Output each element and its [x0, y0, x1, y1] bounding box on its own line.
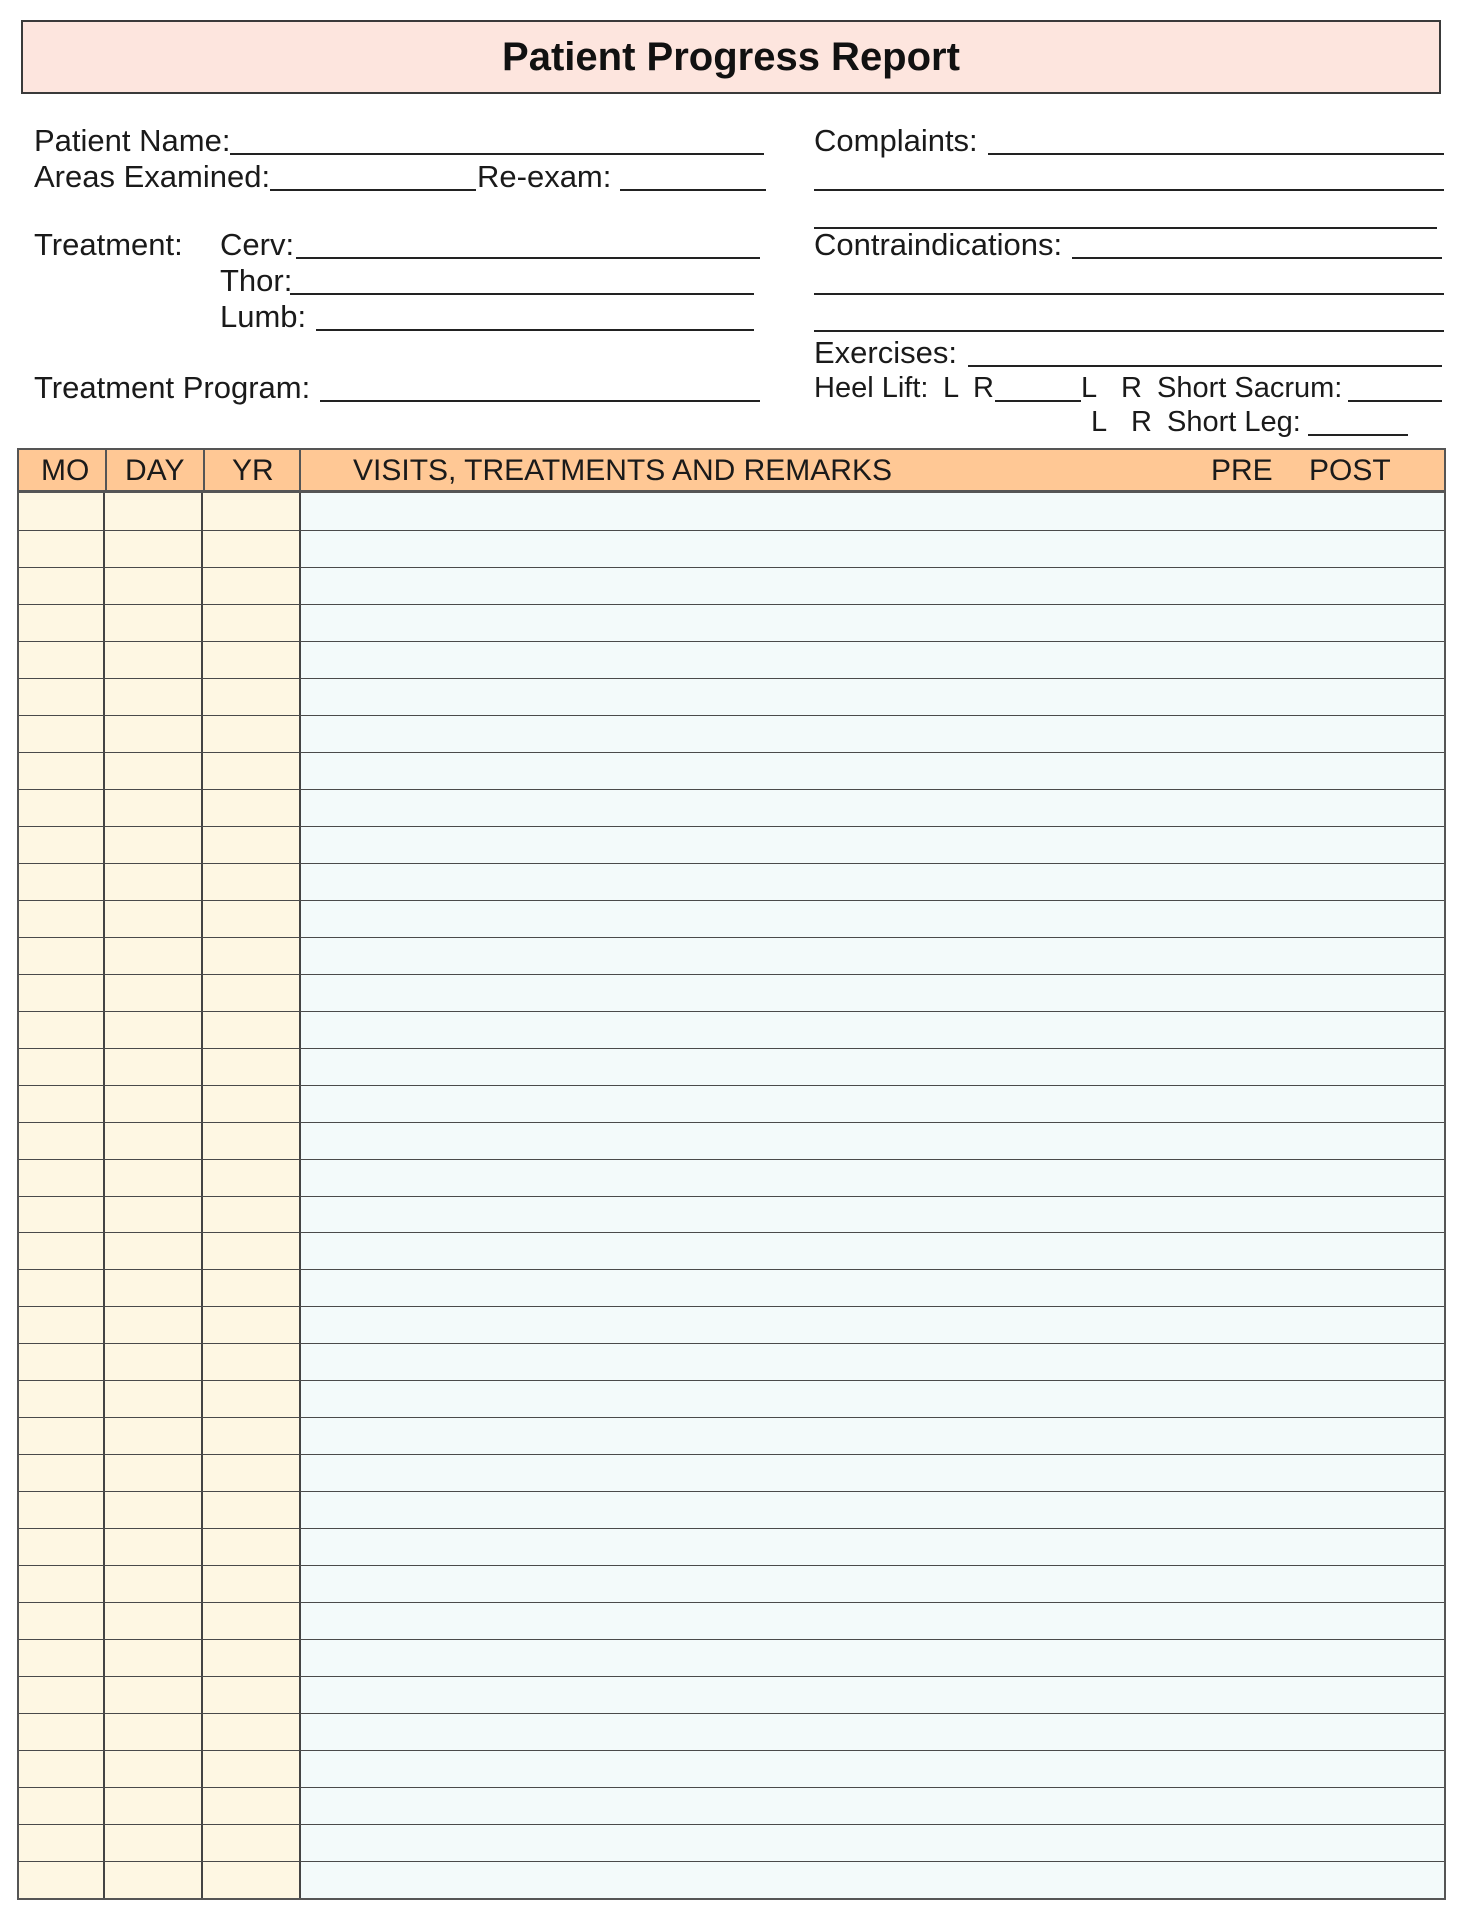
- table-row[interactable]: [19, 1196, 1444, 1197]
- exercises-field[interactable]: [968, 365, 1442, 367]
- table-row[interactable]: [19, 1306, 1444, 1307]
- exercises-label: Exercises:: [814, 335, 957, 370]
- table-row[interactable]: [19, 1602, 1444, 1603]
- treatment-program-field[interactable]: [320, 400, 760, 402]
- page-title: Patient Progress Report: [21, 20, 1441, 94]
- table-row[interactable]: [19, 1085, 1444, 1086]
- header-yr: YR: [232, 454, 274, 487]
- header-divider: [203, 450, 205, 490]
- table-row[interactable]: [19, 1787, 1444, 1788]
- table-row[interactable]: [19, 1861, 1444, 1862]
- contraindications-label: Contraindications:: [814, 227, 1063, 262]
- sacrum-r-option[interactable]: R: [1121, 372, 1142, 404]
- thor-field[interactable]: [290, 293, 754, 295]
- short-leg-field[interactable]: [1308, 434, 1408, 436]
- header-day: DAY: [125, 454, 185, 487]
- table-row[interactable]: [19, 678, 1444, 679]
- header-divider: [299, 450, 301, 490]
- table-row[interactable]: [19, 1343, 1444, 1344]
- table-row[interactable]: [19, 900, 1444, 901]
- complaints-field[interactable]: [988, 153, 1444, 155]
- table-row[interactable]: [19, 1713, 1444, 1714]
- table-row[interactable]: [19, 1048, 1444, 1049]
- table-row[interactable]: [19, 1011, 1444, 1012]
- table-row[interactable]: [19, 1417, 1444, 1418]
- heel-lift-r-option[interactable]: R: [973, 372, 994, 404]
- table-row[interactable]: [19, 1750, 1444, 1751]
- table-row[interactable]: [19, 1380, 1444, 1381]
- short-sacrum-field[interactable]: [1348, 400, 1442, 402]
- treatment-program-label: Treatment Program:: [34, 370, 311, 405]
- table-row[interactable]: [19, 1565, 1444, 1566]
- header-divider: [105, 450, 107, 490]
- sacrum-l-option[interactable]: L: [1081, 372, 1098, 404]
- heel-lift-field[interactable]: [995, 400, 1081, 402]
- table-row[interactable]: [19, 604, 1444, 605]
- re-exam-label: Re-exam:: [477, 159, 612, 194]
- lumb-label: Lumb:: [220, 299, 307, 334]
- table-body[interactable]: [19, 493, 1444, 1898]
- header-pre: PRE: [1211, 454, 1273, 487]
- patient-name-field[interactable]: [230, 153, 764, 155]
- table-row[interactable]: [19, 1639, 1444, 1640]
- table-row[interactable]: [19, 530, 1444, 531]
- header-post: POST: [1309, 454, 1391, 487]
- heel-lift-label: Heel Lift:: [814, 372, 929, 404]
- treatment-label: Treatment:: [34, 227, 183, 262]
- header-remarks: VISITS, TREATMENTS AND REMARKS: [353, 454, 892, 487]
- areas-examined-label: Areas Examined:: [34, 159, 271, 194]
- areas-examined-field[interactable]: [270, 189, 476, 191]
- table-row[interactable]: [19, 1676, 1444, 1677]
- table-row[interactable]: [19, 1159, 1444, 1160]
- table-row[interactable]: [19, 1232, 1444, 1233]
- complaints-line-2[interactable]: [814, 189, 1444, 191]
- table-row[interactable]: [19, 974, 1444, 975]
- contraindications-field[interactable]: [1072, 257, 1442, 259]
- table-row[interactable]: [19, 752, 1444, 753]
- short-sacrum-label: Short Sacrum:: [1157, 372, 1343, 404]
- lumb-field[interactable]: [316, 329, 754, 331]
- header-mo: MO: [41, 454, 90, 487]
- cerv-field[interactable]: [296, 257, 760, 259]
- visits-table: [17, 448, 1446, 1900]
- complaints-label: Complaints:: [814, 123, 978, 158]
- table-header: [19, 450, 1444, 493]
- table-row[interactable]: [19, 1491, 1444, 1492]
- table-row[interactable]: [19, 1824, 1444, 1825]
- table-row[interactable]: [19, 715, 1444, 716]
- table-row[interactable]: [19, 789, 1444, 790]
- table-row[interactable]: [19, 641, 1444, 642]
- cerv-label: Cerv:: [220, 227, 295, 262]
- short-leg-l-option[interactable]: L: [1091, 406, 1108, 438]
- table-row[interactable]: [19, 863, 1444, 864]
- short-leg-r-option[interactable]: R: [1131, 406, 1152, 438]
- re-exam-field[interactable]: [620, 189, 766, 191]
- contraindications-line-2[interactable]: [814, 293, 1444, 295]
- table-row[interactable]: [19, 567, 1444, 568]
- table-row[interactable]: [19, 1122, 1444, 1123]
- contraindications-line-3[interactable]: [814, 330, 1444, 332]
- heel-lift-l-option[interactable]: L: [943, 372, 960, 404]
- short-leg-label: Short Leg:: [1167, 406, 1301, 438]
- table-row[interactable]: [19, 1528, 1444, 1529]
- table-row[interactable]: [19, 1269, 1444, 1270]
- table-row[interactable]: [19, 1454, 1444, 1455]
- table-row[interactable]: [19, 826, 1444, 827]
- patient-name-label: Patient Name:: [34, 123, 231, 158]
- thor-label: Thor:: [220, 263, 293, 298]
- table-row[interactable]: [19, 937, 1444, 938]
